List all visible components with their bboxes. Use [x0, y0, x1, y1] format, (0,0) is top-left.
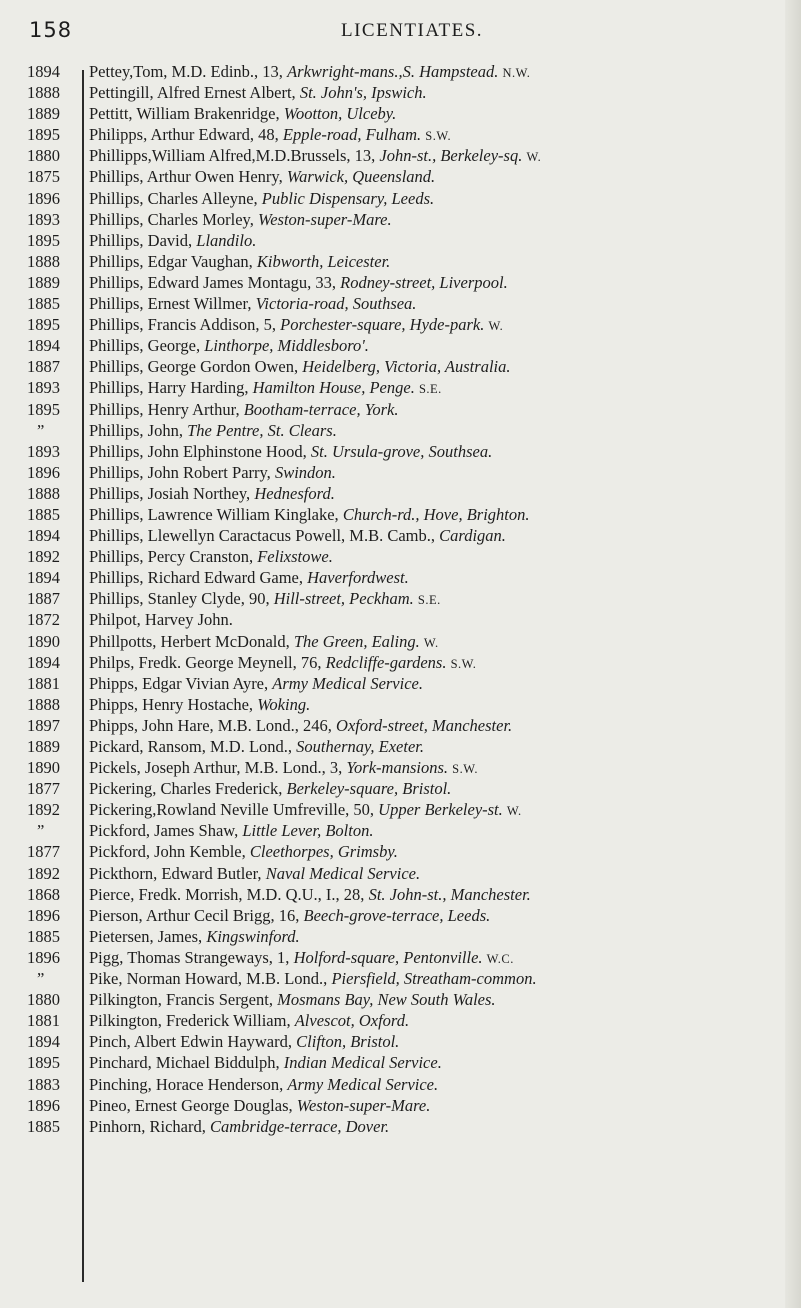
register-entry — [0, 567, 801, 588]
entry-text — [89, 715, 512, 736]
entry-year: 1895 — [27, 399, 60, 419]
entry-text — [89, 694, 310, 715]
entry-address: Hednesford. — [254, 483, 335, 503]
entry-district: W. — [423, 635, 439, 650]
entry-name: Pinhorn, Richard, — [89, 1116, 206, 1136]
entry-text — [89, 483, 335, 504]
entry-text — [89, 209, 392, 230]
entry-district: W. — [506, 804, 522, 819]
entry-name: Phillips, Stanley Clyde, 90, — [89, 589, 270, 609]
entry-year: 1883 — [27, 1074, 60, 1094]
entry-year: 1885 — [27, 294, 60, 314]
entry-name: Phillips, David, — [89, 230, 193, 250]
entry-year: 1889 — [27, 272, 60, 292]
entry-address: Cardigan. — [439, 526, 506, 546]
entry-address: The Pentre, St. Clears. — [187, 420, 337, 440]
entry-year: 1893 — [27, 378, 60, 398]
entry-name: Phillips, George, — [89, 336, 201, 356]
entry-year: 1894 — [27, 1032, 60, 1052]
entry-address: Arkwright-mans.,S. Hampstead. — [287, 62, 499, 81]
entry-text — [89, 1031, 399, 1052]
entry-text — [89, 631, 439, 654]
register-entry — [0, 166, 801, 187]
entry-name: Phillips, John Elphinstone Hood, — [89, 441, 307, 461]
entry-address: Felixstowe. — [257, 547, 333, 567]
entry-year: 1893 — [27, 209, 60, 229]
entry-address: Cambridge-terrace, Dover. — [210, 1116, 390, 1136]
entry-address: St. John's, Ipswich. — [299, 83, 427, 103]
entry-address: Upper Berkeley-st. — [378, 800, 503, 820]
entry-text — [89, 251, 390, 272]
entry-year: 1880 — [27, 146, 60, 166]
entry-address: Beech-grove-terrace, Leeds. — [303, 905, 491, 925]
entry-text — [89, 778, 451, 799]
entry-year: 1896 — [27, 1095, 60, 1115]
entry-address: Rodney-street, Liverpool. — [340, 272, 508, 292]
entry-address: Southernay, Exeter. — [296, 737, 424, 756]
entry-year: 1894 — [27, 568, 60, 588]
entry-text — [89, 124, 451, 147]
entry-name: Phillips, John, — [89, 420, 183, 440]
entry-name: Phillips, Josiah Northey, — [89, 483, 251, 503]
register-entry — [0, 588, 801, 609]
entry-year: ” — [37, 969, 45, 989]
register-entry — [0, 188, 801, 209]
entry-address: John-st., Berkeley-sq. — [379, 146, 523, 166]
register-entry — [0, 820, 801, 841]
entry-address: Piersfield, Streatham-common. — [331, 969, 537, 989]
register-entry — [0, 778, 801, 799]
entry-name: Pickthorn, Edward Butler, — [89, 863, 262, 883]
entry-year: 1881 — [27, 1011, 60, 1031]
entry-address: Army Medical Service. — [272, 673, 423, 693]
entry-address: The Green, Ealing. — [293, 631, 420, 651]
page-number: 158 — [29, 18, 73, 42]
entry-name: Philpot, Harvey John. — [89, 610, 233, 630]
register-entry — [0, 314, 801, 335]
entry-address: Oxford-street, Manchester. — [336, 715, 513, 735]
register-entry — [0, 124, 801, 145]
entry-year: 1888 — [27, 483, 60, 503]
entry-text — [89, 420, 337, 441]
entry-year: 1888 — [27, 251, 60, 271]
entry-name: Phillpotts, Herbert McDonald, — [89, 631, 290, 651]
entry-name: Phillips, George Gordon Owen, — [89, 357, 299, 377]
entry-name: Pilkington, Frederick William, — [89, 1011, 291, 1031]
register-entry — [0, 82, 801, 103]
entry-address: Heidelberg, Victoria, Australia. — [302, 357, 511, 377]
entry-name: Pickering,Rowland Neville Umfreville, 50, — [89, 800, 375, 820]
entry-text — [89, 462, 336, 483]
entry-name: Phillips, Henry Arthur, — [89, 399, 240, 419]
entry-address: Victoria-road, Southsea. — [255, 294, 417, 314]
register-entry — [0, 251, 801, 272]
entry-name: Pilkington, Francis Sergent, — [89, 990, 273, 1010]
register-entry — [0, 841, 801, 862]
entry-text — [89, 673, 423, 694]
entry-district: S.E. — [418, 382, 442, 397]
register-entry — [0, 863, 801, 884]
entry-year: 1892 — [27, 863, 60, 883]
entry-name: Pettey,Tom, M.D. Edinb., 13, — [89, 62, 283, 81]
entry-address: Epple-road, Fulham. — [282, 125, 422, 145]
entry-address: Llandilo. — [196, 230, 257, 250]
register-entry — [0, 399, 801, 420]
entry-name: Pettingill, Alfred Ernest Albert, — [89, 83, 296, 103]
register-entries — [0, 61, 801, 1137]
register-entry — [0, 905, 801, 926]
entry-name: Phipps, Edgar Vivian Ayre, — [89, 673, 269, 693]
register-entry — [0, 377, 801, 398]
entry-name: Phillips, Percy Cranston, — [89, 547, 254, 567]
entry-name: Pickford, John Kemble, — [89, 842, 246, 862]
entry-name: Pettitt, William Brakenridge, — [89, 104, 280, 124]
entry-address: Army Medical Service. — [287, 1074, 439, 1094]
entry-name: Pietersen, James, — [89, 926, 203, 946]
entry-name: Phillips, John Robert Parry, — [89, 462, 271, 482]
entry-address: Haverfordwest. — [307, 568, 409, 588]
entry-text — [89, 230, 256, 251]
entry-address: Naval Medical Service. — [265, 863, 421, 883]
entry-name: Pickels, Joseph Arthur, M.B. Lond., 3, — [89, 758, 343, 778]
entry-year: 1881 — [27, 673, 60, 693]
register-entry — [0, 1116, 801, 1137]
entry-name: Pinchard, Michael Biddulph, — [89, 1053, 280, 1073]
entry-name: Phipps, John Hare, M.B. Lond., 246, — [89, 715, 332, 735]
entry-text — [89, 293, 416, 314]
entry-text — [89, 103, 396, 124]
entry-text — [89, 356, 510, 377]
entry-year: 1875 — [27, 167, 60, 187]
entry-text — [89, 820, 373, 841]
entry-text — [89, 1095, 430, 1116]
entry-year: 1868 — [27, 884, 60, 904]
entry-text — [89, 166, 435, 187]
register-entry — [0, 546, 801, 567]
register-entry — [0, 230, 801, 251]
entry-name: Phillips, Richard Edward Game, — [89, 568, 304, 588]
entry-name: Phillips, Arthur Owen Henry, — [89, 167, 283, 187]
entry-text — [89, 145, 541, 168]
entry-text — [89, 567, 409, 588]
entry-address: Bootham-terrace, York. — [243, 399, 399, 419]
entry-name: Phillips, Edgar Vaughan, — [89, 251, 253, 271]
entry-year: ” — [37, 821, 45, 841]
entry-text — [89, 335, 369, 356]
entry-text — [89, 525, 506, 546]
register-entry — [0, 757, 801, 778]
entry-year: 1889 — [27, 104, 60, 124]
entry-address: Hamilton House, Penge. — [252, 378, 415, 398]
entry-name: Philipps, Arthur Edward, 48, — [89, 125, 279, 145]
entry-name: Philps, Fredk. George Meynell, 76, — [89, 652, 322, 672]
entry-address: Church-rd., Hove, Brighton. — [342, 504, 530, 524]
entry-text — [89, 736, 424, 757]
entry-text — [89, 61, 530, 84]
entry-address: Weston-super-Mare. — [257, 209, 392, 229]
entry-year: 1872 — [27, 610, 60, 630]
register-entry — [0, 504, 801, 525]
entry-text — [89, 652, 476, 675]
entry-address: Porchester-square, Hyde-park. — [280, 315, 485, 335]
entry-text — [89, 504, 530, 525]
register-entry — [0, 1074, 801, 1095]
entry-text — [89, 799, 522, 822]
entry-text — [89, 399, 398, 420]
entry-address: Alvescot, Oxford. — [294, 1011, 410, 1031]
entry-text — [89, 884, 531, 905]
register-entry — [0, 884, 801, 905]
register-entry — [0, 736, 801, 757]
entry-address: Weston-super-Mare. — [296, 1095, 431, 1115]
register-entry — [0, 652, 801, 673]
entry-address: St. Ursula-grove, Southsea. — [310, 441, 493, 461]
entry-text — [89, 1074, 438, 1095]
entry-year: 1896 — [27, 947, 60, 967]
entry-text — [89, 82, 427, 103]
register-entry — [0, 420, 801, 441]
register-entry — [0, 1052, 801, 1073]
entry-year: 1888 — [27, 83, 60, 103]
entry-name: Pickford, James Shaw, — [89, 821, 239, 841]
entry-text — [89, 272, 508, 293]
entry-name: Pineo, Ernest George Douglas, — [89, 1095, 293, 1115]
register-entry — [0, 947, 801, 968]
entry-text — [89, 1116, 389, 1137]
entry-name: Phillips, Francis Addison, 5, — [89, 315, 277, 335]
entry-year: 1887 — [27, 589, 60, 609]
register-entry — [0, 989, 801, 1010]
register-entry — [0, 483, 801, 504]
register-entry — [0, 1095, 801, 1116]
entry-name: Phillips, Charles Morley, — [89, 209, 254, 229]
entry-address: St. John-st., Manchester. — [368, 884, 531, 904]
entry-text — [89, 989, 496, 1010]
entry-address: Kingswinford. — [206, 926, 300, 946]
register-entry — [0, 715, 801, 736]
entry-name: Pierson, Arthur Cecil Brigg, 16, — [89, 905, 300, 925]
entry-year: 1889 — [27, 737, 60, 756]
register-entry — [0, 631, 801, 652]
entry-text — [89, 588, 441, 611]
entry-year: 1893 — [27, 441, 60, 461]
entry-district: W. — [526, 150, 542, 165]
entry-name: Phillipps,William Alfred,M.D.Brussels, 13, — [89, 146, 376, 166]
entry-text — [89, 314, 503, 337]
entry-year: 1880 — [27, 990, 60, 1010]
register-entry — [0, 1031, 801, 1052]
entry-district: W.C. — [486, 951, 514, 966]
entry-address: Swindon. — [274, 462, 336, 482]
entry-year: 1894 — [27, 336, 60, 356]
entry-district: S.W. — [450, 656, 477, 671]
entry-year: 1894 — [27, 652, 60, 672]
entry-name: Phipps, Henry Hostache, — [89, 694, 254, 714]
register-entry — [0, 209, 801, 230]
register-entry — [0, 673, 801, 694]
entry-year: 1890 — [27, 631, 60, 651]
entry-year: 1895 — [27, 315, 60, 335]
entry-year: ” — [37, 420, 45, 440]
running-title: LICENTIATES. — [341, 20, 484, 41]
entry-text — [89, 1052, 442, 1073]
entry-text — [89, 546, 333, 567]
register-entry — [0, 525, 801, 546]
entry-district: S.W. — [452, 762, 478, 777]
entry-name: Phillips, Lawrence William Kinglake, — [89, 504, 339, 524]
entry-year: 1896 — [27, 188, 60, 208]
entry-text — [89, 841, 398, 862]
entry-address: Berkeley-square, Bristol. — [286, 779, 452, 799]
entry-text — [89, 377, 442, 400]
entry-year: 1894 — [27, 526, 60, 546]
register-entry — [0, 272, 801, 293]
entry-year: 1892 — [27, 547, 60, 567]
entry-year: 1894 — [27, 62, 60, 81]
entry-text — [89, 757, 478, 780]
entry-year: 1885 — [27, 926, 60, 946]
entry-text — [89, 441, 492, 462]
entry-address: Indian Medical Service. — [283, 1053, 442, 1073]
entry-address: Mosmans Bay, New South Wales. — [277, 990, 496, 1010]
entry-year: 1897 — [27, 715, 60, 735]
entry-name: Phillips, Edward James Montagu, 33, — [89, 272, 337, 292]
register-entry — [0, 61, 801, 82]
entry-address: Cleethorpes, Grimsby. — [249, 842, 398, 862]
entry-text — [89, 1010, 409, 1031]
entry-address: Little Lever, Bolton. — [242, 821, 374, 841]
entry-year: 1877 — [27, 842, 60, 862]
register-entry — [0, 441, 801, 462]
entry-address: Public Dispensary, Leeds. — [261, 188, 435, 208]
entry-text — [89, 968, 537, 989]
entry-name: Pickard, Ransom, M.D. Lond., — [89, 737, 293, 756]
entry-address: York-mansions. — [346, 758, 449, 778]
register-entry — [0, 293, 801, 314]
entry-name: Pierce, Fredk. Morrish, M.D. Q.U., I., 28, — [89, 884, 365, 904]
entry-text — [89, 863, 420, 884]
entry-name: Pinching, Horace Henderson, — [89, 1074, 284, 1094]
entry-district: S.W. — [425, 129, 452, 144]
entry-address: Holford-square, Pentonville. — [293, 947, 483, 967]
entry-name: Phillips, Charles Alleyne, — [89, 188, 258, 208]
entry-district: N.W. — [502, 66, 531, 80]
entry-name: Phillips, Ernest Willmer, — [89, 294, 252, 314]
register-entry — [0, 926, 801, 947]
page-header — [0, 18, 801, 48]
register-entry — [0, 968, 801, 989]
register-entry — [0, 145, 801, 166]
entry-year: 1895 — [27, 125, 60, 145]
entry-text — [89, 905, 490, 926]
entry-address: Woking. — [257, 694, 311, 714]
entry-text — [89, 947, 514, 970]
entry-year: 1895 — [27, 230, 60, 250]
entry-district: W. — [488, 319, 504, 334]
entry-name: Pickering, Charles Frederick, — [89, 779, 283, 799]
entry-address: Wootton, Ulceby. — [283, 104, 397, 124]
entry-address: Redcliffe-gardens. — [325, 652, 447, 672]
entry-name: Pigg, Thomas Strangeways, 1, — [89, 947, 290, 967]
entry-address: Warwick, Queensland. — [286, 167, 436, 187]
entry-text — [89, 609, 233, 630]
entry-address: Clifton, Bristol. — [296, 1032, 400, 1052]
register-entry — [0, 356, 801, 377]
entry-district: S.E. — [417, 593, 441, 608]
entry-year: 1885 — [27, 1116, 60, 1136]
entry-address: Kibworth, Leicester. — [256, 251, 391, 271]
entry-year: 1877 — [27, 779, 60, 799]
entry-year: 1896 — [27, 462, 60, 482]
register-entry — [0, 103, 801, 124]
entry-name: Phillips, Llewellyn Caractacus Powell, M.B. Camb., — [89, 526, 436, 546]
entry-year: 1895 — [27, 1053, 60, 1073]
entry-name: Pike, Norman Howard, M.B. Lond., — [89, 969, 328, 989]
entry-text — [89, 188, 434, 209]
entry-address: Linthorpe, Middlesboro'. — [204, 336, 369, 356]
register-entry — [0, 694, 801, 715]
entry-year: 1888 — [27, 694, 60, 714]
entry-year: 1887 — [27, 357, 60, 377]
entry-year: 1885 — [27, 504, 60, 524]
register-entry — [0, 799, 801, 820]
entry-year: 1890 — [27, 758, 60, 778]
entry-name: Pinch, Albert Edwin Hayward, — [89, 1032, 293, 1052]
entry-address: Hill-street, Peckham. — [273, 589, 414, 609]
entry-year: 1892 — [27, 800, 60, 820]
entry-name: Phillips, Harry Harding, — [89, 378, 249, 398]
register-entry — [0, 609, 801, 630]
register-entry — [0, 462, 801, 483]
register-entry — [0, 1010, 801, 1031]
entry-year: 1896 — [27, 905, 60, 925]
register-entry — [0, 335, 801, 356]
entry-text — [89, 926, 300, 947]
